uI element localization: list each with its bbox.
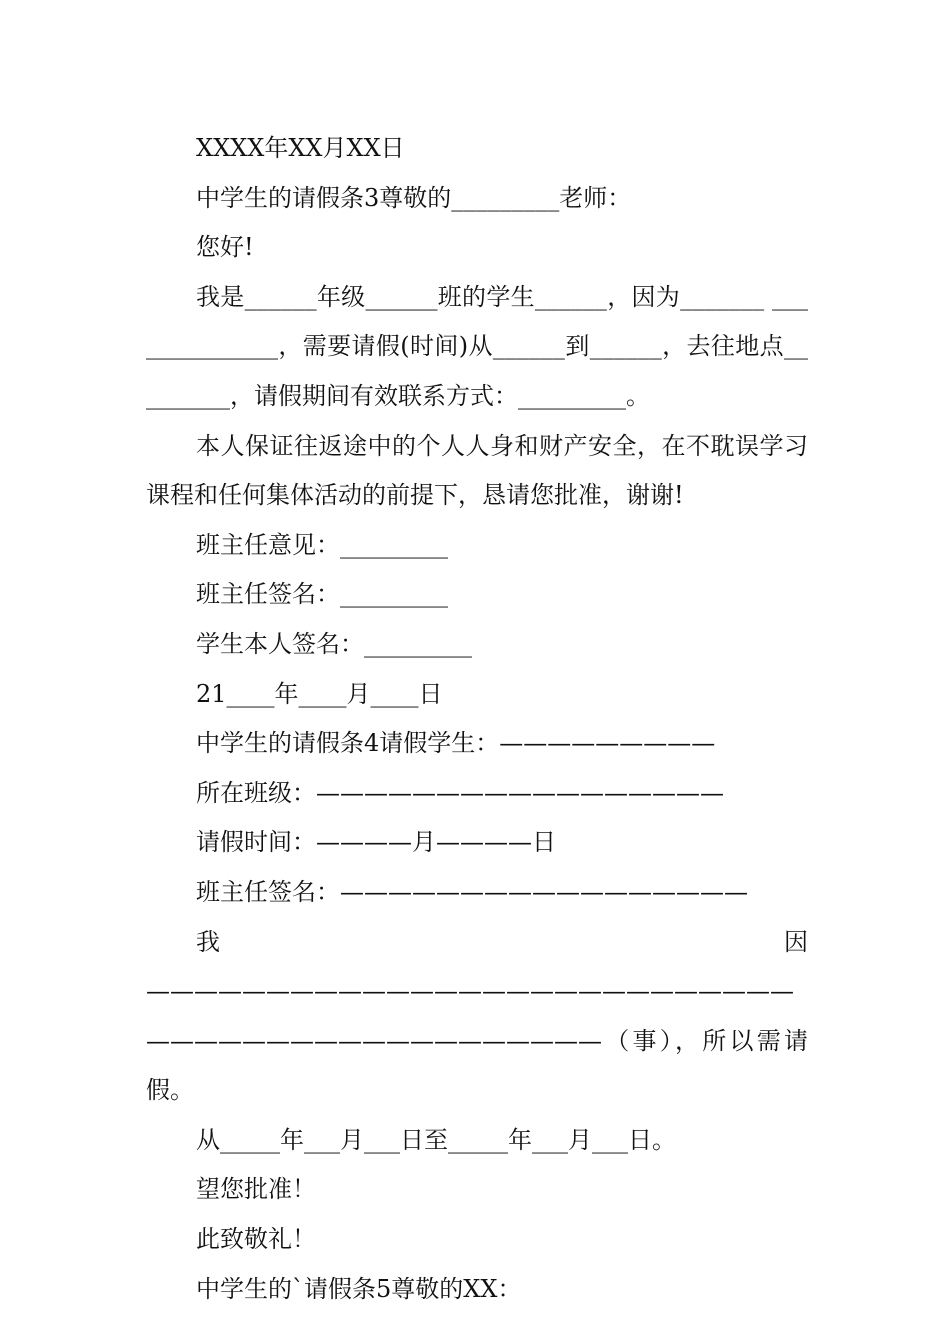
note-3-guarantee: 本人保证往返途中的个人人身和财产安全，在不耽误学习课程和任何集体活动的前提下，恳请您批准，谢谢! <box>146 431 808 510</box>
note-5-salutation: 中学生的`请假条5尊敬的XX： <box>196 1274 522 1303</box>
greeting: 您好! <box>196 233 254 262</box>
reason-line: 我因——————————————————————————————————————————————（事），所以需请假。 <box>146 927 808 1105</box>
leave-period-line: 从_____年___月___日至_____年___月___日。 <box>196 1125 676 1154</box>
document-body <box>146 124 808 1314</box>
note-3-date-line: 21____年____月____日 <box>196 679 443 708</box>
approval-request: 望您批准！ <box>196 1175 316 1204</box>
teacher-opinion-line: 班主任意见：_________ <box>196 530 448 559</box>
teacher-signature-line: 班主任签名：_________ <box>196 580 448 609</box>
closing-line: 此致敬礼！ <box>196 1225 316 1254</box>
note-4-teacher-signature-line: 班主任签名：————————————————— <box>196 877 748 906</box>
note-4-student-line: 中学生的请假条4请假学生：————————— <box>196 729 716 758</box>
leave-time-line: 请假时间：————月————日 <box>196 828 556 857</box>
note-3-salutation: 中学生的请假条3尊敬的_________老师： <box>196 183 632 212</box>
student-signature-line: 学生本人签名：_________ <box>196 629 472 658</box>
note-3-body: 我是______年级______班的学生______，因为_______ ______________，需要请假(时间)从______到______，去往地点_________，请假期间有效联系方式：_________。 <box>146 282 808 410</box>
date-line: XXXX年XX月XX日 <box>196 134 405 162</box>
class-line: 所在班级：————————————————— <box>196 778 724 807</box>
